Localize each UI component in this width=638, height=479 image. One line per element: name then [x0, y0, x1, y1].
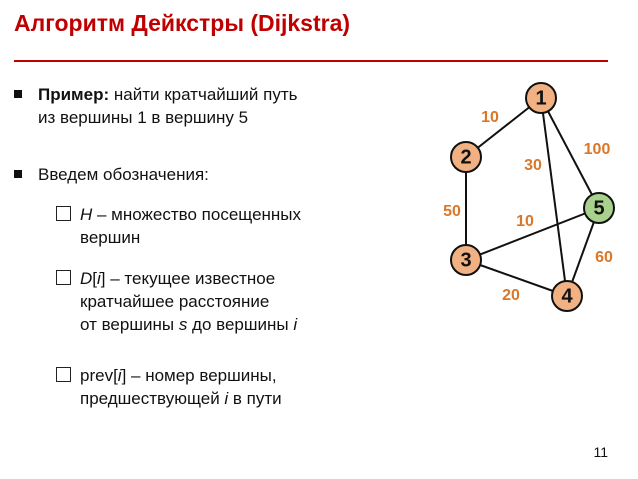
edge-weight-1-4: 30	[524, 157, 542, 175]
prev-text-line2a: предшествующей	[80, 389, 225, 408]
node-label-5: 5	[593, 197, 605, 220]
edge-weight-2-3: 50	[443, 203, 461, 221]
h-text-line1: – множество посещенных	[92, 205, 302, 224]
d-source: s	[178, 315, 188, 334]
prev-index: i	[117, 366, 122, 385]
d-index: i	[97, 269, 101, 288]
slide-title: Алгоритм Дейкстры (Dijkstra)	[14, 10, 351, 36]
d-text-line2: кратчайшее расстояние	[80, 292, 270, 311]
node-label-3: 3	[460, 249, 472, 272]
notation-text: Введем обозначения:	[38, 165, 209, 184]
d-target: i	[293, 315, 298, 334]
edge-weight-3-4: 20	[502, 287, 520, 305]
d-bracket-open: [	[92, 269, 98, 288]
d-symbol: D	[80, 269, 93, 288]
d-bracket-close: ]	[100, 269, 106, 288]
edge-weight-3-5: 10	[516, 213, 534, 231]
h-text-line2: вершин	[80, 228, 141, 247]
edge-1-4	[541, 98, 567, 296]
h-symbol: H	[80, 205, 93, 224]
node-label-1: 1	[535, 87, 547, 110]
edge-weight-4-5: 60	[595, 249, 613, 267]
example-label: Пример:	[38, 85, 110, 104]
edge-weight-1-2: 10	[481, 109, 499, 127]
prev-text-line1: ] – номер вершины,	[121, 366, 277, 385]
example-text-line1: найти кратчайший путь	[109, 85, 298, 104]
node-label-2: 2	[460, 146, 472, 169]
edge-weight-1-5: 100	[583, 141, 611, 159]
prev-index-2: i	[224, 389, 229, 408]
d-text-line3b: до вершины	[187, 315, 294, 334]
prev-text-line2b: в пути	[228, 389, 282, 408]
prev-symbol: prev[	[80, 366, 118, 385]
example-text-line2: из вершины 1 в вершину 5	[38, 108, 249, 127]
node-label-4: 4	[561, 285, 573, 308]
d-text-line3a: от вершины	[80, 315, 179, 334]
page-number: 11	[593, 444, 608, 460]
d-text-line1: – текущее известное	[105, 269, 276, 288]
